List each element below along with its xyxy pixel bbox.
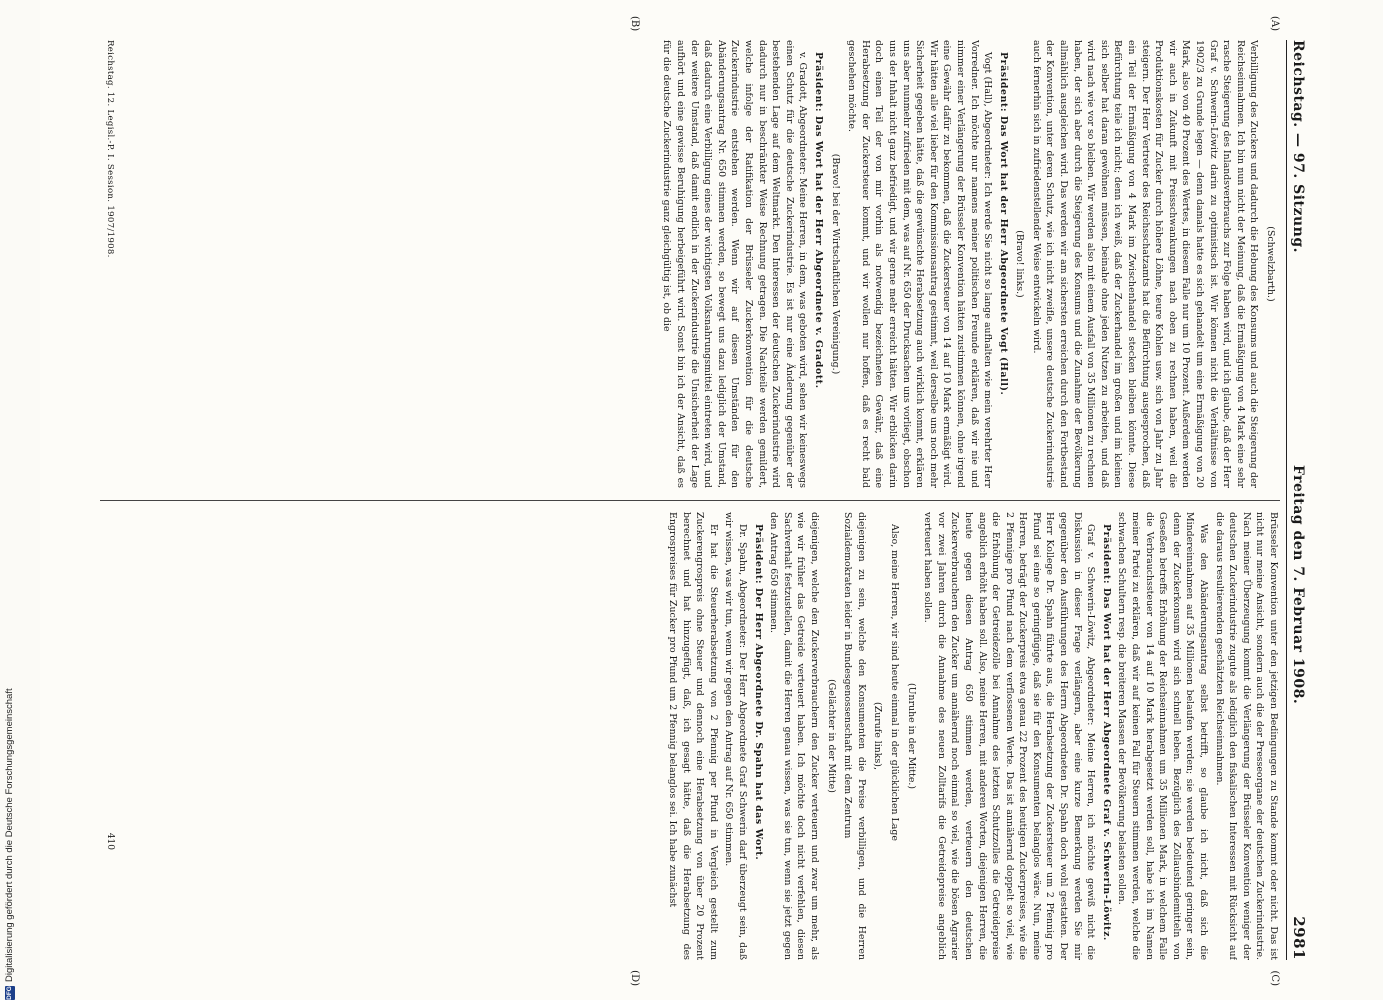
- digitization-text: Digitalisierung gefördert durch die Deutsche Forschungsgemeinschaft: [4, 688, 15, 982]
- header-session: Reichstag. — 97. Sitzung.: [1290, 40, 1306, 253]
- speaker-continuation: (Schwelzbarth.): [1265, 226, 1276, 302]
- column-divider: [100, 500, 1280, 501]
- interjection: (Bravo! links.): [1014, 230, 1026, 298]
- paragraph: Brüsseler Konvention unter den jetzigen Bedingungen zu Stande kommt oder nicht. Das ist nicht nur meine Ansicht, sondern auch die der Presseorgane der deutschen Zuckerindustrie. Nach meiner Überzeugung kommt die Verlängerung der Brüsseler Konvention weniger der deutschen Zuckerindustrie zugute als lediglich den fiskalischen Interessen mit Rücksicht auf die daraus resultierenden geschätzten Reichseinnahmen.: [1213, 512, 1279, 960]
- page-header: [1286, 40, 1308, 960]
- interjection: (Bravo! bei der Wirtschaftlichen Vereinigung.): [829, 153, 841, 375]
- paragraph: Vogt (Hall), Abgeordneter: Ich werde Sie nicht so lange aufhalten wie mein verehrter Herr Vorredner. Ich möchte nur namens meiner politischen Freunde erklären, daß wir nie und nimmer einer Verlängerung der Brüsseler Konvention hätten zustimmen können, ohne irgend eine Gewähr dafür zu bekommen, daß die Zuckersteuer von 14 auf 10 Mark ermäßigt wird. Wir hätten alle viel lieber für den Kommissionsantrag gestimmt, weil derselbe uns noch mehr Sicherheit gegeben hätte, daß die gewünschte Herabsetzung auch wirklich kommt, erklären uns aber nunmehr zufrieden mit dem, was auf Nr. 650 der Drucksachen uns vorliegt, obschon uns der Inhalt nicht ganz befriedigt, und wir gerne mehr erreicht hätten. Wir erblicken darin doch einen Teil der von mir vorhin als notwendig bezeichneten Gewähr, daß eine Herabsetzung der Zuckersteuer kommt, und wir wollen nur hoffen, daß es recht bald geschehen möchte.: [846, 40, 994, 488]
- paragraph: diejenigen, welche den Zuckerverbrauchern den Zucker verteuern und zwar um mehr, als wie wir früher das Getreide verteuert haben. Ich möchte doch nicht verfehlen, diesen Sachverhalt festzustellen, damit die Herren genau wissen, was sie tun, wenn sie jetzt gegen den Antrag 650 stimmen.: [768, 512, 820, 960]
- paragraph: Dr. Spahn, Abgeordneter: Der Herr Abgeordnete Graf Schwerin darf überzeugt sein, daß wir wissen, was wir tun, wenn wir gegen den Antrag auf Nr. 650 stimmen.: [723, 512, 749, 960]
- text-columns: [100, 16, 1280, 986]
- document-page: [40, 0, 1330, 1000]
- president-remark: Präsident: Das Wort hat der Herr Abgeordnete v. Gradott.: [813, 52, 824, 389]
- footer-session-info: Reichstag. 12. Legisl.-P. I. Session. 1907/1908.: [104, 40, 115, 258]
- president-remark: Präsident: Das Wort hat der Herr Abgeordnete Vogt (Hall).: [997, 52, 1009, 396]
- paragraph: Er hat die Steuerherabsetzung von 2 Pfennig per Pfund in Vergleich gestellt zum Zuckerengrospreis ohne Steuer und dennoch eine Herabsetzung von über 20 Prozent berechnet und hat hinzugefügt, daß, ich gesagt hätte, daß die Herabsetzung des Engrospreises für Zucker pro Pfund um 2 Pfennig belanglos sei. Ich habe zunächst: [667, 512, 719, 960]
- president-remark: Präsident: Das Wort hat der Herr Abgeordnete Graf v. Schwerin-Löwitz.: [1100, 524, 1112, 941]
- footer-sheet-number: 410: [104, 832, 115, 850]
- margin-mark-c: (C): [1269, 970, 1280, 986]
- margin-mark-b: (B): [629, 16, 640, 32]
- right-column: [100, 512, 1280, 960]
- interjection: (Gelächter in der Mitte): [825, 679, 837, 793]
- left-column: [100, 40, 1280, 488]
- header-date: Freitag den 7. Februar 1908.: [1290, 464, 1306, 705]
- page-number: 2981: [1290, 916, 1308, 960]
- paragraph: Verbilligung des Zuckers und dadurch die Hebung des Konsums und auch die Steigerung der Reichseinnahmen. Ich bin nun nicht der Meinung, daß die Ermäßigung von 4 Mark eine sehr rasche Steigerung des Inlandsverbrauchs zur Folge haben wird, und ich glaube, daß der Herr Graf v. Schwerin-Löwitz darin zu optimistisch ist. Wir können nicht die Verhältnisse von 1902/3 zu Grunde legen — denn damals hatte es sich gehandelt um eine Ermäßigung von 20 Mark, also von 40 Prozent des Wertes, in diesem Falle nur um 10 Prozent. Außerdem werden wir auch in Zukunft mit Preisschwankungen nach oben zu rechnen haben, weil die Produktionskosten für Zucker durch höhere Löhne, teure Kohlen usw. sich von Jahr zu Jahr steigern. Der Herr Vertreter des Reichsschatzamts hat die Befürchtung ausgesprochen, daß ein Teil der Ermäßigung von 4 Mark im Zwischenhandel stecken bleiben könnte. Diese Befürchtung teile ich nicht; denn ich weiß, daß der Zuckerhandel im großen und im kleinen sich selber hat daran gewöhnen müssen, beinahe ohne jeden Nutzen zu arbeiten, und daß wird nach wie vor so bleiben. Wir werden also mit einem Ausfall von 35 Millionen zu rechnen haben, der sich aber durch die Steigerung des Konsums und die Zunahme der Bevölkerung allmählich ausgleichen wird. Das werden wir am sichersten erreichen durch den Fortbestand der Konvention, unter deren Schutz, wie ich nicht zweifle, unsere deutsche Zuckerindustrie auch fernerhin sich in zufriedenstellender Weise entwickeln wird.: [1030, 40, 1260, 488]
- president-remark: Präsident: Der Herr Abgeordnete Dr. Spahn hat das Wort.: [752, 524, 764, 861]
- digitization-note: [4, 688, 15, 1000]
- margin-mark-d: (D): [629, 970, 640, 986]
- paragraph: Also, meine Herren, wir sind heute einmal in der glücklichen Lage: [888, 524, 900, 841]
- margin-mark-a: (A): [1269, 16, 1280, 32]
- interjection: (Zurufe links),: [872, 702, 884, 770]
- interjection: (Unruhe in der Mitte.): [905, 682, 917, 790]
- paragraph: v. Gradott, Abgeordneter: Meine Herren, in dem, was geboten wird, sehen wir keineswegs einen Schutz für die deutsche Zuckerindustrie. Es ist nur eine Änderung gegenüber der bestehenden Lage auf dem Weltmarkt. Den Interessen der deutschen Zuckerindustrie wird dadurch nur in beschränkter Weise Rechnung getragen. Die Nachteile werden gemildert, welche infolge der Ratifikation der Brüsseler Zuckerkonvention für die deutsche Zuckerindustrie entstehen werden. Wenn wir auf diesen Umständen für den Abänderungsantrag Nr. 650 stimmen werden, so bewegt uns dazu lediglich der Umstand, daß dadurch eine Verbilligung eines der wichtigsten Volksnahrungsmittel eintreten wird, und der weitere Umstand, daß damit endlich in der Zuckerindustrie die Unsicherheit der Lage aufhört und eine gewisse Beruhigung herbeigeführt wird. Sonst bin ich der Ansicht, daß es für die deutsche Zuckerindustrie ganz gleichgültig ist, ob die: [661, 40, 809, 488]
- paragraph: Was den Abänderungsantrag selbst betrifft, so glaube ich nicht, daß sich die Mindereinnahmen auf 35 Millionen belaufen werden; sie werden bedeutend geringer sein, denn der Zuckerkonsum wird sich schnell heben. Bezüglich des Zollausbindemitteln von Geseßen betreffs Erhöhung der Reichseinnahmen um 35 Millionen Mark, in welchem Falle die Verbrauchssteuer von 14 auf 10 Mark herabgesetzt werden soll, habe ich im Namen meiner Partei zu erklären, daß wir auf keinen Fall für Steuern stimmen werden, welche die schwachen Schultern resp. die breiteren Massen der Bevölkerung belasten sollen.: [1116, 512, 1210, 960]
- dfg-logo-icon: DFG: [5, 986, 13, 1000]
- paragraph: diejenigen zu sein, welche den Konsumenten die Preise verbilligen, und die Herren Sozialdemokraten leider in Bundesgenossenschaft mit dem Zentrum: [842, 512, 867, 960]
- paragraph: Graf v. Schwerin-Löwitz, Abgeordneter: Meine Herren, ich möchte gewiß nicht die Diskussion in dieser Frage verlängern, aber eine kurze Bemerkung werden Sie mir gegenüber den Ausführungen des Herrn Abgeordneten Dr. Spahn doch wohl gestatten. Der Herr Kollege Dr. Spahn führte aus, die Herabsetzung der Zuckersteuer um 2 Pfennig pro Pfund sei eine so geringfügige, daß sie für den Konsumenten belanglos wäre. Nun, meine Herren, beträgt der Zuckerpreis etwa genau 22 Prozent des heutigen Zuckerpreises, wie die 2 Pfennige pro Pfund nach dem verflossenen Werte. Das ist annähernd doppelt so viel, wie die Erhöhung der Getreidezölle bei Annahme des letzten Schutzzolles die Getreidepreise angeblich erhöht haben soll. Also, meine Herren, mit anderen Worten, diejenigen Herren, die heute gegen diesen Antrag 650 stimmen werden, verteuern den deutschen Zuckerverbrauchern den Zucker um annähernd noch einmal so viel, wie die bösen Agrarier vor zwei Jahren durch die Annahme des neuen Zolltarifs die Getreidepreise angeblich verteuert haben sollen.: [922, 512, 1097, 960]
